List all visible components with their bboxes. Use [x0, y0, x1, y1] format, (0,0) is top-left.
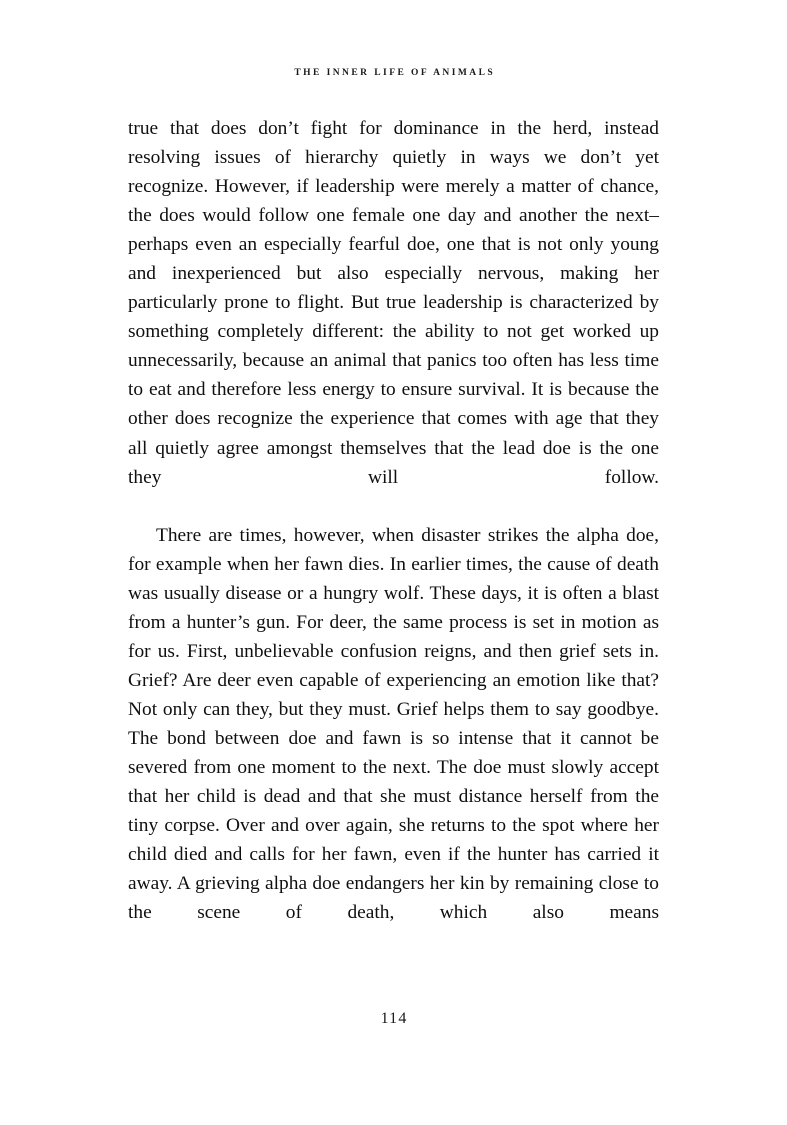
body-paragraph: There are times, however, when disaster strikes the alpha doe, for example when her fawn dies. In earlier times, the cause of death was usually disease or a hungry wolf. These days, it is often a blast from a hunter’s gun. For deer, the same process is set in motion as for us. First, unbelievable confusion reigns, and then grief sets in. Grief? Are deer even capable of experiencing an emotion like that? Not only can they, but they must. Grief helps them to say goodbye. The bond between doe and fawn is so intense that it cannot be severed from one moment to the next. The doe must slowly accept that her child is dead and that she must distance herself from the tiny corpse. Over and over again, she returns to the spot where her child died and calls for her fawn, even if the hunter has carried it away. A grieving alpha doe endangers her kin by remaining close to the scene of death, which also means [128, 524, 659, 924]
body-paragraph: true that does don’t fight for dominance in the herd, instead resolving issues of hierarchy quietly in ways we don’t yet recognize. However, if leadership were merely a matter of chance, the does would follow one female one day and another the next–perhaps even an especially fearful doe, one that is not only young and inexperienced but also especially nervous, making her particularly prone to flight. But true leadership is characterized by something completely different: the ability to not get worked up unnecessarily, because an animal that panics too often has less time to eat and therefore less energy to ensure survival. It is because the other does recognize the experience that comes with age that they all quietly agree amongst themselves that the lead doe is the one they will follow. [128, 118, 659, 488]
body-text-block [128, 114, 659, 956]
page-number: 114 [380, 1010, 408, 1027]
running-head: THE INNER LIFE OF ANIMALS [294, 68, 496, 78]
